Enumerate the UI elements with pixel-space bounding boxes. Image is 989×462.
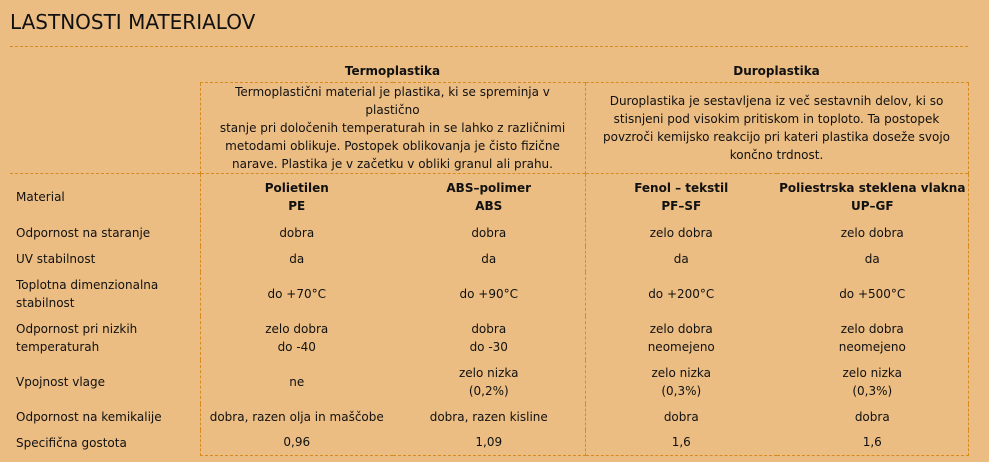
table-cell <box>777 272 968 316</box>
table-cell <box>200 404 393 430</box>
cell-line: do +90°C <box>459 286 518 301</box>
cell-line: da <box>673 251 689 266</box>
row-label <box>10 404 200 430</box>
cell-line: zelo dobra <box>840 321 904 336</box>
description-line: Duroplastika je sestavljena iz več sestavnih delov, ki so <box>609 94 944 108</box>
group-thermo-title: Termoplastika <box>200 60 585 83</box>
table-cell <box>585 220 777 246</box>
material-header <box>200 174 393 220</box>
cell-line: neomejeno <box>838 339 906 354</box>
table-cell <box>585 404 777 430</box>
cell-line: do -30 <box>469 339 508 354</box>
cell-line: da <box>864 251 880 266</box>
table-cell <box>585 246 777 272</box>
table-cell <box>777 360 968 404</box>
row-label <box>10 316 200 360</box>
material-header <box>777 174 968 220</box>
material-code: ABS <box>475 198 503 213</box>
description-line: stanje pri določenih temperaturah in se lahko z različnimi <box>219 121 566 135</box>
cell-line: zelo nizka <box>651 365 711 380</box>
description-line: metodami oblikuje. Postopek oblikovanja je čisto fizične <box>225 139 560 153</box>
table-row <box>10 404 968 430</box>
row-label-line: UV stabilnost <box>16 251 96 266</box>
cell-line: (0,3%) <box>661 383 702 398</box>
cell-line: 0,96 <box>283 435 311 450</box>
cell-line: 1,6 <box>862 435 882 450</box>
materials-table <box>10 60 969 456</box>
cell-line: zelo nizka <box>842 365 903 380</box>
cell-line: do -40 <box>277 339 316 354</box>
table-cell <box>585 272 777 316</box>
cell-line: dobra, razen olja in maščobe <box>209 409 384 424</box>
table-cell <box>393 316 585 360</box>
material-header <box>585 174 777 220</box>
material-header <box>393 174 585 220</box>
table-cell <box>200 430 393 456</box>
table-cell <box>393 360 585 404</box>
table-cell <box>200 316 393 360</box>
cell-line: dobra, razen kisline <box>429 409 548 424</box>
cell-line: dobra <box>663 409 699 424</box>
cell-line: dobra <box>279 225 315 240</box>
table-cell <box>200 246 393 272</box>
material-name: Poliestrska steklena vlakna <box>779 180 966 195</box>
cell-line: ne <box>289 374 305 389</box>
row-label <box>10 272 200 316</box>
material-header-row <box>10 174 968 220</box>
table-cell <box>393 430 585 456</box>
row-label <box>10 220 200 246</box>
table-cell <box>393 220 585 246</box>
material-name: Polietilen <box>264 180 329 195</box>
row-label-line: Toplotna dimenzionalna <box>16 277 159 292</box>
cell-line: zelo dobra <box>649 321 713 336</box>
group-header-row <box>10 60 968 83</box>
table-cell <box>200 220 393 246</box>
cell-line: zelo dobra <box>265 321 329 336</box>
group-duro-description <box>585 83 968 174</box>
material-name: Fenol – tekstil <box>634 180 729 195</box>
cell-line: do +500°C <box>839 286 906 301</box>
cell-line: (0,3%) <box>852 383 893 398</box>
table-cell <box>777 430 968 456</box>
cell-line: zelo nizka <box>458 365 519 380</box>
table-cell <box>585 430 777 456</box>
cell-line: dobra <box>854 409 890 424</box>
description-line: stisnjeni pod visokim pritiskom in toploto. Ta postopek <box>613 112 940 126</box>
cell-line: da <box>289 251 305 266</box>
cell-line: 1,09 <box>475 435 503 450</box>
row-label <box>10 360 200 404</box>
group-duro-title: Duroplastika <box>585 60 968 83</box>
material-name: ABS–polimer <box>446 180 532 195</box>
row-label-line: Odpornost na kemikalije <box>16 409 162 424</box>
table-cell <box>585 316 777 360</box>
title-divider <box>10 46 968 47</box>
table-cell <box>200 272 393 316</box>
table-cell <box>393 404 585 430</box>
row-label-line: temperaturah <box>16 339 100 354</box>
row-label-line: Odpornost pri nizkih <box>16 321 138 336</box>
row-label-line: Specifična gostota <box>16 435 127 450</box>
table-cell <box>200 360 393 404</box>
cell-line: dobra <box>471 225 507 240</box>
table-row <box>10 360 968 404</box>
table-row <box>10 220 968 246</box>
row-label-line: stabilnost <box>16 295 75 310</box>
cell-line: da <box>481 251 497 266</box>
material-code: UP–GF <box>850 198 894 213</box>
table-cell <box>777 220 968 246</box>
table-row <box>10 316 968 360</box>
group-description-row <box>10 83 968 174</box>
table-cell <box>777 404 968 430</box>
material-code: PE <box>288 198 306 213</box>
table-cell <box>393 272 585 316</box>
cell-line: neomejeno <box>647 339 715 354</box>
table-cell <box>585 360 777 404</box>
table-cell <box>777 316 968 360</box>
description-line: Termoplastični material je plastika, ki se spreminja v plastično <box>235 85 550 117</box>
page-title: LASTNOSTI MATERIALOV <box>10 10 256 34</box>
table-cell <box>777 246 968 272</box>
table-row <box>10 430 968 456</box>
description-line: končno trdnost. <box>729 148 824 162</box>
description-line: narave. Plastika je v začetku v obliki granul ali prahu. <box>232 157 553 171</box>
cell-line: do +70°C <box>267 286 326 301</box>
row-label <box>10 246 200 272</box>
cell-line: zelo dobra <box>840 225 904 240</box>
cell-line: (0,2%) <box>468 383 509 398</box>
row-label <box>10 430 200 456</box>
table-row <box>10 272 968 316</box>
row-label-line: Vpojnost vlage <box>16 374 106 389</box>
description-line: povzroči kemijsko reakcijo pri kateri plastika doseže svojo <box>603 130 951 144</box>
cell-line: zelo dobra <box>649 225 713 240</box>
table-row <box>10 246 968 272</box>
material-code: PF–SF <box>661 198 702 213</box>
group-thermo-description <box>200 83 585 174</box>
material-label: Material <box>10 174 200 220</box>
cell-line: dobra <box>471 321 507 336</box>
cell-line: 1,6 <box>671 435 691 450</box>
row-label-line: Odpornost na staranje <box>16 225 151 240</box>
table-cell <box>393 246 585 272</box>
cell-line: do +200°C <box>648 286 715 301</box>
